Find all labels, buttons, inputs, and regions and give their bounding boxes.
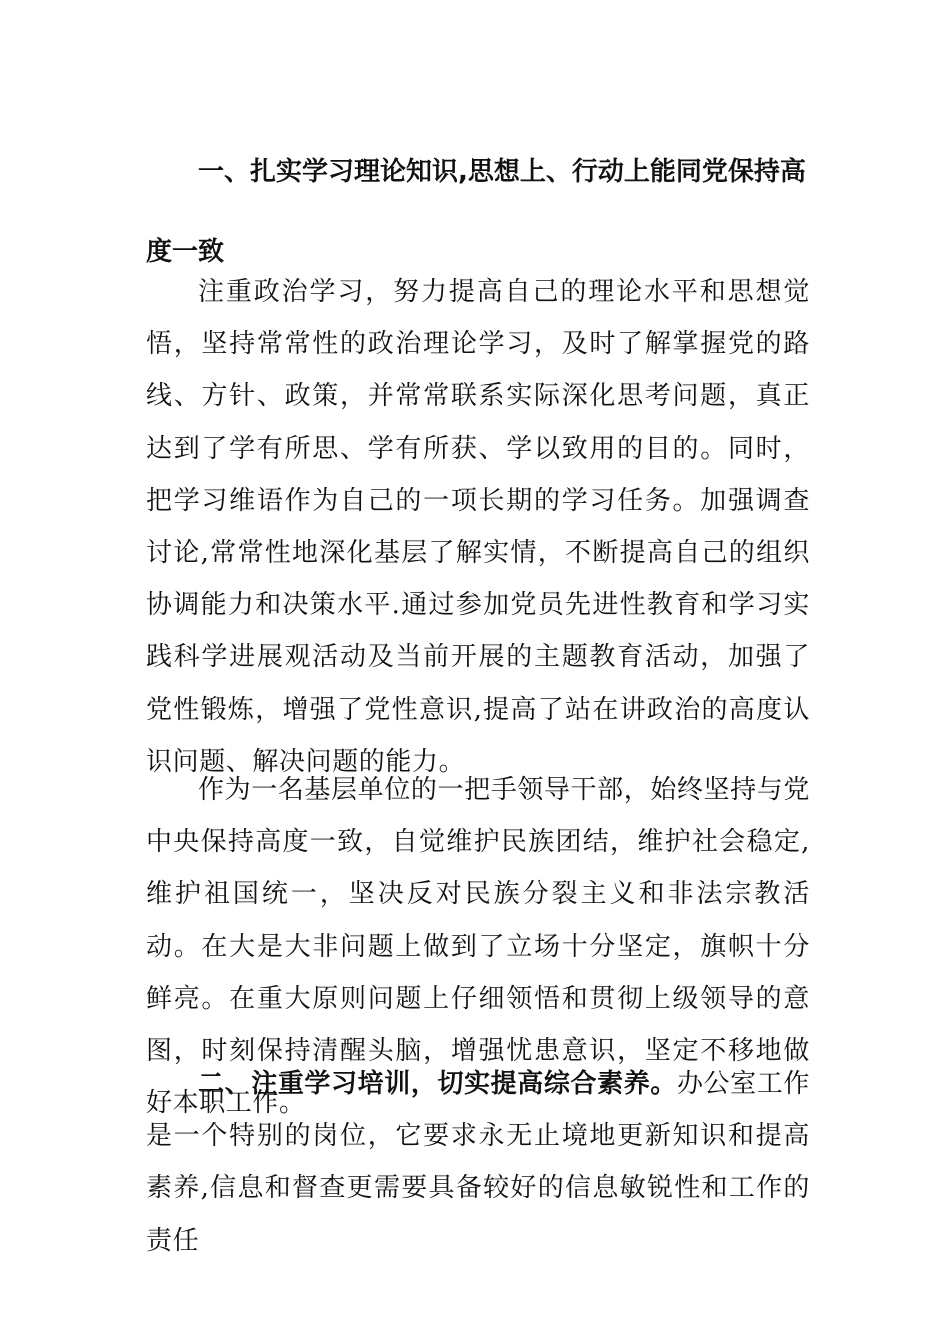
paragraph-party-alignment: 作为一名基层单位的一把手领导干部，始终坚持与党中央保持高度一致，自觉维护民族团结，维护社会稳定,维护祖国统一，坚决反对民族分裂主义和非法宗教活动。在大是大非问题上做到了立场十分坚定，旗帜十分鲜亮。在重大原则问题上仔细领悟和贯彻上级领导的意图，时刻保持清醒头脑，增强忧患意识，坚定不移地做好本职工作。 [146,775,810,1119]
section-heading-2: 二、注重学习培训，切实提高综合素养。 [198,1069,677,1099]
paragraph-training [146,1058,810,1267]
section-heading-1: 一、扎实学习理论知识,思想上、行动上能同党保持高度一致 [146,157,806,267]
paragraph-political-study: 注重政治学习，努力提高自己的理论水平和思想觉悟，坚持常常性的政治理论学习，及时了解掌握党的路线、方针、政策，并常常联系实际深化思考问题，真正达到了学有所思、学有所获、学以致用的目的。同时，把学习维语作为自己的一项长期的学习任务。加强调查讨论,常常性地深化基层了解实情，不断提高自己的组织协调能力和决策水平.通过参加党员先进性教育和学习实践科学进展观活动及当前开展的主题教育活动，加强了党性锻炼，增强了党性意识,提高了站在讲政治的高度认识问题、解决问题的能力。 [146,277,810,777]
section-2-body: 办公室工作是一个特别的岗位，它要求永无止境地更新知识和提高素养,信息和督查更需要具备较好的信息敏锐性和工作的责任 [146,1069,810,1256]
